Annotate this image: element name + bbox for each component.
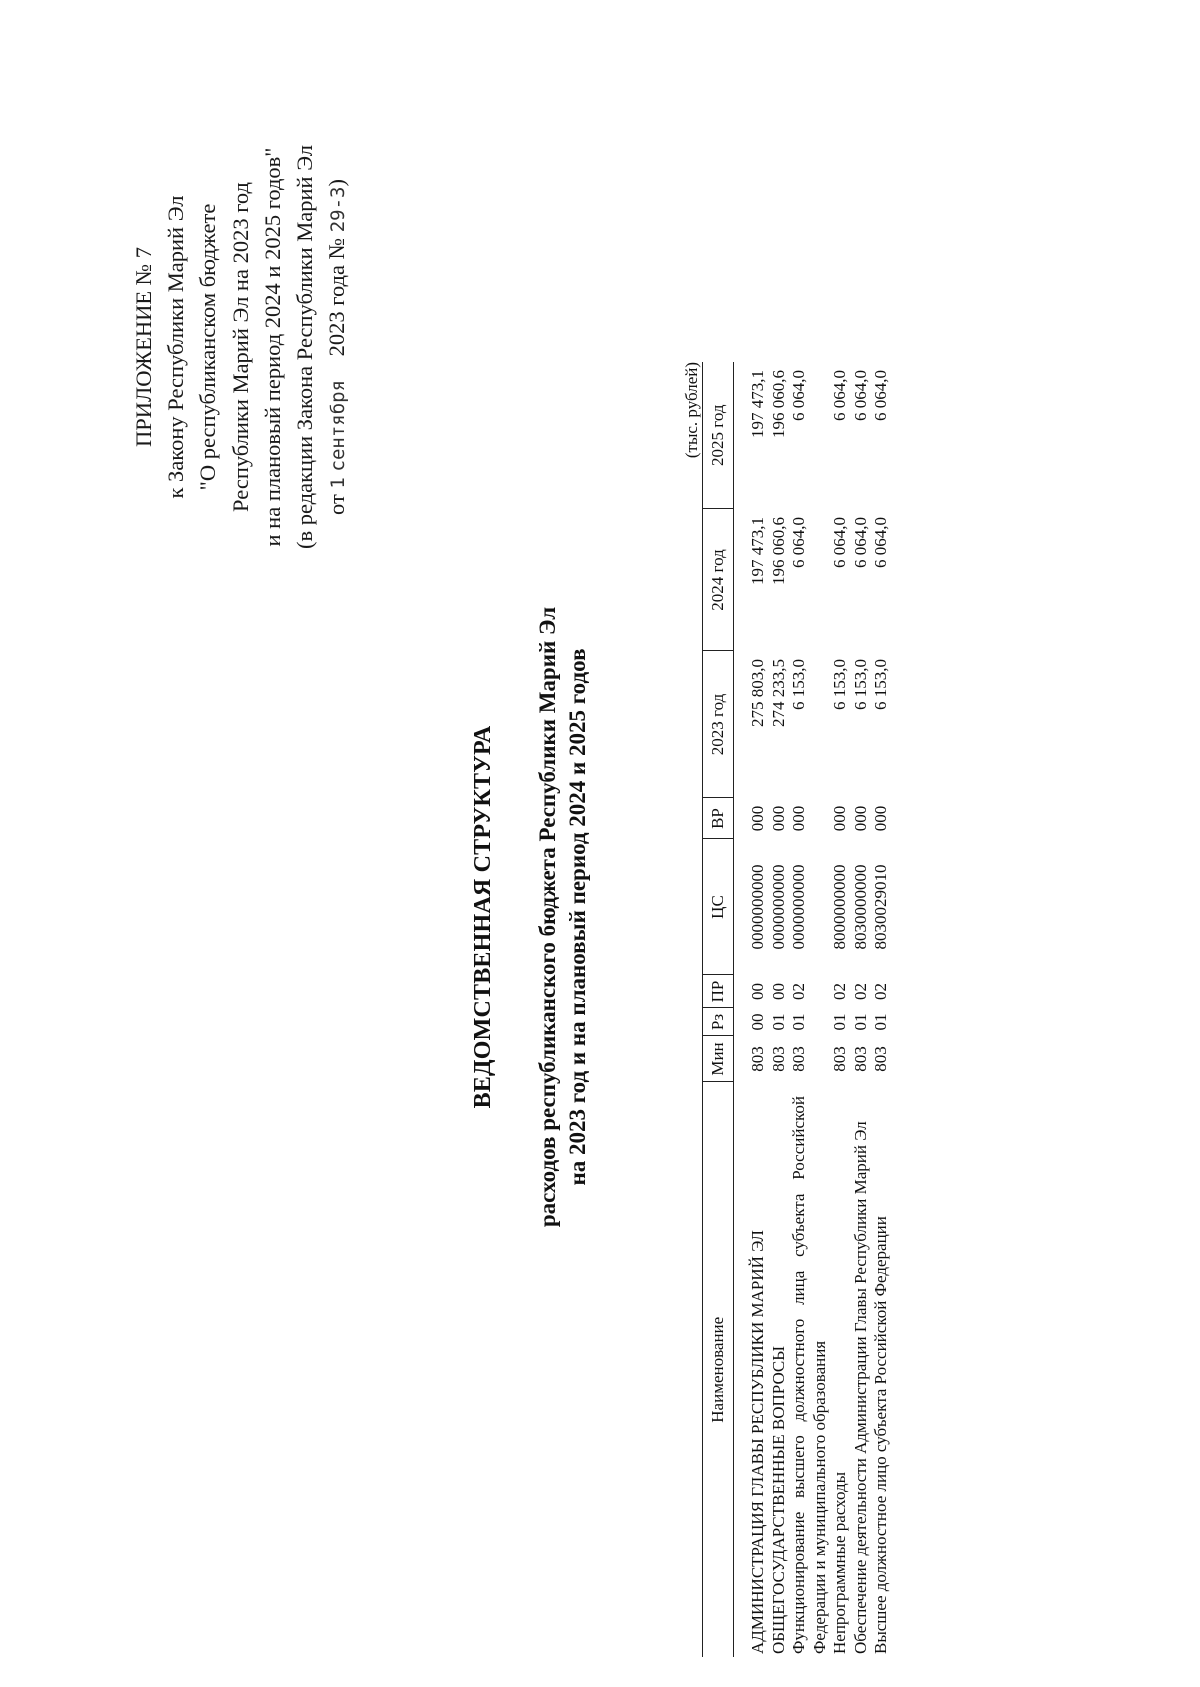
row-vr: 000 — [871, 805, 890, 832]
row-vr: 000 — [748, 805, 767, 832]
row-pr: 00 — [748, 983, 767, 1000]
row-cs: 0000000000 — [768, 864, 788, 950]
row-rz: 01 — [871, 1013, 890, 1031]
table-header-row — [703, 362, 734, 1657]
row-min: 803 — [789, 1046, 808, 1072]
row-pr: 02 — [850, 983, 870, 1000]
row-pr: 02 — [871, 983, 890, 1000]
row-2025: 6 064,0 — [830, 370, 849, 421]
budget-table — [702, 362, 892, 1657]
row-cs: 8030000000 — [850, 864, 870, 950]
annex-number: ПРИЛОЖЕНИЕ № 7 — [131, 246, 156, 448]
row-2025: 6 064,0 — [789, 370, 808, 421]
annex-law-title-2: Республики Марий Эл на 2023 год — [227, 182, 253, 512]
row-2023: 6 153,0 — [830, 659, 849, 710]
header-name: Наименование — [703, 1082, 734, 1657]
table-row — [830, 362, 851, 1657]
annex-law-title-1: "О республиканском бюджете — [195, 203, 221, 491]
row-name: Функционирование высшего должностного лица субъекта Российской Федерации и муниципального образования — [789, 1096, 829, 1654]
row-rz: 01 — [850, 1013, 870, 1031]
units-label: (тыс. рублей) — [682, 362, 701, 459]
header-min: Мин — [703, 1036, 734, 1082]
header-2024: 2024 год — [703, 509, 734, 651]
table-row — [769, 362, 790, 1657]
header-pr: ПР — [703, 975, 734, 1008]
row-2024: 6 064,0 — [789, 517, 808, 568]
header-2025: 2025 год — [703, 362, 734, 509]
row-rz: 01 — [768, 1013, 788, 1031]
row-min: 803 — [768, 1046, 788, 1072]
row-rz: 01 — [789, 1013, 808, 1031]
annex-amendment: (в редакции Закона Республики Марий Эл — [292, 145, 318, 549]
row-vr: 000 — [768, 805, 788, 832]
row-vr: 000 — [850, 805, 870, 832]
annex-law-ref: к Закону Республики Марий Эл — [163, 195, 189, 499]
row-min: 803 — [850, 1046, 870, 1072]
row-rz: 01 — [830, 1013, 849, 1031]
annex-closing-paren: ) — [324, 179, 350, 187]
table-row — [789, 362, 830, 1657]
row-name: Высшее должностное лицо субъекта Российской Федерации — [871, 1216, 890, 1654]
row-2024: 196 060,6 — [768, 517, 788, 585]
row-vr: 000 — [830, 805, 849, 832]
row-min: 803 — [871, 1046, 890, 1072]
annex-date-month: сентября — [327, 379, 350, 472]
row-name: АДМИНИСТРАЦИЯ ГЛАВЫ РЕСПУБЛИКИ МАРИЙ ЭЛ — [748, 1230, 767, 1654]
row-2023: 6 153,0 — [871, 659, 890, 710]
row-2024: 6 064,0 — [830, 517, 849, 568]
row-2025: 197 473,1 — [748, 370, 767, 438]
row-min: 803 — [748, 1046, 767, 1072]
row-cs: 8000000000 — [830, 864, 849, 950]
table-row — [734, 362, 769, 1657]
row-2023: 275 803,0 — [748, 659, 767, 727]
annex-law-title-3: и на плановый период 2024 и 2025 годов" — [259, 147, 285, 547]
header-2023: 2023 год — [703, 651, 734, 798]
header-cs: ЦС — [703, 839, 734, 975]
row-2025: 6 064,0 — [850, 370, 870, 421]
annex-date-day: 1 — [327, 477, 350, 489]
subtitle-line-2: на 2023 год и на плановый период 2024 и 2025 годов — [565, 648, 590, 1186]
document-title: ВЕДОМСТВЕННАЯ СТРУКТУРА — [470, 725, 496, 1109]
annex-date-line — [321, 47, 354, 647]
row-2025: 6 064,0 — [871, 370, 890, 421]
row-pr: 02 — [830, 983, 849, 1000]
annex-law-number: 29-З — [327, 186, 350, 233]
row-name: Непрограммные расходы — [830, 1471, 849, 1654]
row-2023: 6 153,0 — [850, 659, 870, 710]
row-2024: 6 064,0 — [871, 517, 890, 568]
row-pr: 02 — [789, 983, 808, 1000]
row-cs: 0000000000 — [789, 864, 808, 950]
row-rz: 00 — [748, 1013, 767, 1031]
row-2024: 6 064,0 — [850, 517, 870, 568]
annex-date-prefix: от — [324, 494, 350, 515]
row-2024: 197 473,1 — [748, 517, 767, 585]
header-rz: Рз — [703, 1008, 734, 1036]
annex-date-year: 2023 года № — [324, 237, 350, 357]
row-name: Обеспечение деятельности Администрации Главы Республики Марий Эл — [850, 1121, 870, 1654]
row-name: ОБЩЕГОСУДАРСТВЕННЫЕ ВОПРОСЫ — [768, 1345, 788, 1654]
row-pr: 00 — [768, 983, 788, 1000]
row-min: 803 — [830, 1046, 849, 1072]
row-2023: 274 233,5 — [768, 659, 788, 727]
row-2025: 196 060,6 — [768, 370, 788, 438]
header-vr: ВР — [703, 798, 734, 839]
document-subtitle — [533, 367, 593, 1467]
table-row — [851, 362, 872, 1657]
row-cs: 0000000000 — [748, 864, 767, 950]
table-row — [871, 362, 892, 1657]
row-vr: 000 — [789, 805, 808, 832]
row-cs: 8030029010 — [871, 864, 890, 950]
row-2023: 6 153,0 — [789, 659, 808, 710]
annex-header — [128, 47, 354, 647]
subtitle-line-1: расходов республиканского бюджета Республики Марий Эл — [535, 606, 560, 1228]
